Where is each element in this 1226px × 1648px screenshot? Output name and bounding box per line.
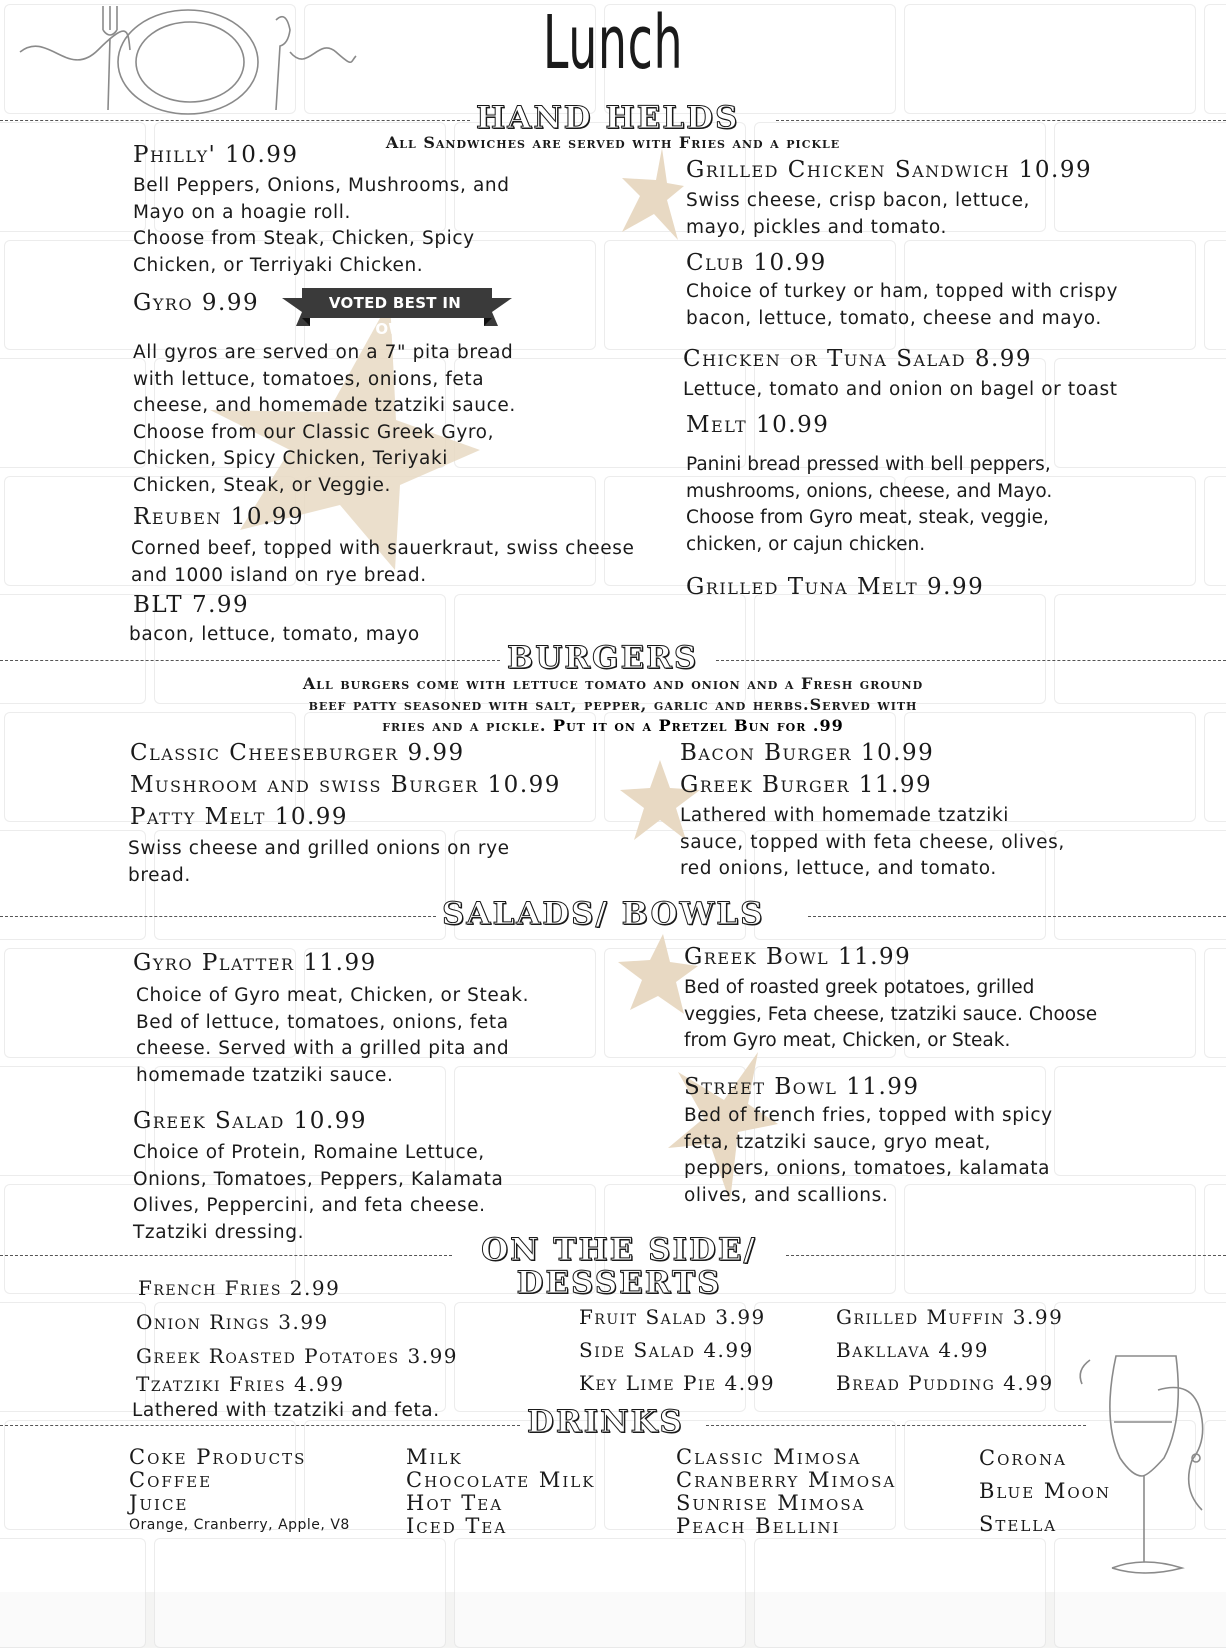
wine-glass-icon	[1072, 1350, 1222, 1582]
brick	[754, 1538, 1046, 1648]
section-heading-burgers: BURGERS	[507, 640, 699, 676]
sides-heading-line2: DESSERTS	[516, 1265, 722, 1301]
item-onion-rings: Onion Rings 3.99	[136, 1310, 329, 1334]
desc-chicken-tuna-salad: Lettuce, tomato and onion on bagel or toast	[683, 379, 1118, 400]
desc-greek-salad: Choice of Protein, Romaine Lettuce, Onions, Tomatoes, Peppers, Kalamata Olives, Peppercini, and feta cheese. Tzatziki dressing.	[133, 1142, 504, 1243]
desc-grilled-chicken: Swiss cheese, crisp bacon, lettuce, mayo, pickles and tomato.	[686, 190, 1031, 238]
brick	[0, 358, 146, 468]
item-french-fries: French Fries 2.99	[138, 1276, 341, 1300]
brick	[1204, 476, 1226, 586]
sides-heading-line1: ON THE SIDE/	[481, 1232, 757, 1268]
brick	[1054, 594, 1226, 704]
section-rule-left	[0, 1255, 452, 1256]
section-rule-left	[0, 660, 500, 661]
drink-corona: Corona	[979, 1446, 1067, 1470]
item-blt: BLT 7.99	[133, 592, 250, 618]
item-chicken-tuna-salad: Chicken or Tuna Salad 8.99	[683, 346, 1033, 372]
item-baklava: Bakllava 4.99	[836, 1338, 989, 1362]
item-grilled-tuna-melt: Grilled Tuna Melt 9.99	[686, 574, 985, 600]
item-greek-roasted-potatoes: Greek Roasted Potatoes 3.99	[136, 1344, 459, 1368]
item-bread-pudding: Bread Pudding 4.99	[836, 1371, 1054, 1395]
brick	[0, 594, 146, 704]
item-greek-salad: Greek Salad 10.99	[133, 1108, 368, 1134]
section-heading-salads-bowls: SALADS/ BOWLS	[442, 896, 765, 932]
item-side-salad: Side Salad 4.99	[579, 1338, 754, 1362]
desc-street-bowl: Bed of french fries, topped with spicy feta, tzatziki sauce, gryo meat, peppers, onions, tomatoes, kalamata olives, and scallions.	[684, 1105, 1053, 1206]
section-heading-drinks: DRINKS	[527, 1404, 684, 1440]
brick	[1054, 1066, 1226, 1176]
hand-helds-note: All Sandwiches are served with Fries and a pickle	[385, 133, 841, 152]
desc-patty-melt: Swiss cheese and grilled onions on rye bread.	[128, 838, 510, 886]
section-rule-right	[808, 916, 1226, 917]
section-rule-right	[786, 1255, 1226, 1256]
drink-blue-moon: Blue Moon	[979, 1479, 1112, 1503]
brick	[1204, 948, 1226, 1058]
item-bacon-burger: Bacon Burger 10.99	[680, 740, 935, 766]
item-patty-melt: Patty Melt 10.99	[130, 804, 349, 830]
brick	[0, 1066, 146, 1176]
section-rule-left	[0, 1425, 520, 1426]
drinks-column-3: Classic Mimosa Cranberry Mimosa Sunrise Mimosa Peach Bellini	[676, 1445, 897, 1538]
brick	[1054, 358, 1226, 468]
brick	[1204, 4, 1226, 114]
item-street-bowl: Street Bowl 11.99	[684, 1074, 920, 1100]
desc-greek-bowl: Bed of roasted greek potatoes, grilled veggies, Feta cheese, tzatziki sauce. Choose from Gyro meat, Chicken, or Steak.	[684, 977, 1098, 1051]
desc-philly: Bell Peppers, Onions, Mushrooms, and Mayo on a hoagie roll. Choose from Steak, Chicken, Spicy Chicken, or Terriyaki Chicken.	[133, 175, 510, 276]
item-fruit-salad: Fruit Salad 3.99	[579, 1305, 766, 1329]
burgers-note-line1: All burgers come with lettuce tomato and onion and a Fresh ground	[302, 674, 924, 693]
drinks-column-2: Milk Chocolate Milk Hot Tea Iced Tea	[406, 1445, 596, 1538]
brick	[0, 122, 146, 232]
section-rule-right	[776, 120, 1226, 121]
item-tzatziki-fries: Tzatziki Fries 4.99	[136, 1372, 345, 1396]
brick	[1204, 240, 1226, 350]
badge-voted-best: VOTED BEST IN TOWN!	[328, 294, 462, 338]
drink-stella: Stella	[979, 1512, 1058, 1536]
item-philly: Philly' 10.99	[133, 142, 299, 168]
star-decoration	[622, 148, 684, 240]
desc-tzatziki-fries: Lathered with tzatziki and feta.	[132, 1400, 440, 1421]
desc-melt: Panini bread pressed with bell peppers, mushrooms, onions, cheese, and Mayo. Choose from Gyro meat, steak, veggie, chicken, or cajun chicken.	[686, 454, 1053, 555]
item-classic-cheeseburger: Classic Cheeseburger 9.99	[130, 740, 465, 766]
item-grilled-chicken: Grilled Chicken Sandwich 10.99	[686, 157, 1093, 183]
section-rule-right	[706, 1425, 1086, 1426]
brick	[1204, 1184, 1226, 1294]
item-grilled-muffin: Grilled Muffin 3.99	[836, 1305, 1064, 1329]
brick	[1204, 712, 1226, 822]
brick	[454, 1538, 746, 1648]
item-key-lime-pie: Key Lime Pie 4.99	[579, 1371, 776, 1395]
desc-gyro: All gyros are served on a 7" pita bread with lettuce, tomatoes, onions, feta cheese, and homemade tzatziki sauce. Choose from our Classic Greek Gyro, Chicken, Spicy Chicken, Teriyaki Chicken, Steak, or Veggie.	[133, 342, 516, 496]
item-club: Club 10.99	[686, 250, 827, 276]
desc-greek-burger: Lathered with homemade tzatziki sauce, topped with feta cheese, olives, red onions, lettuce, and tomato.	[680, 805, 1065, 879]
burgers-note-line3: fries and a pickle.	[382, 716, 547, 735]
item-greek-bowl: Greek Bowl 11.99	[684, 944, 912, 970]
brick	[0, 830, 146, 940]
item-reuben: Reuben 10.99	[133, 504, 305, 530]
burgers-note-line2: beef patty seasoned with salt, pepper, garlic and herbs.Served with	[308, 695, 918, 714]
section-heading-sides	[464, 1234, 774, 1300]
menu-title: Lunch	[542, 0, 684, 86]
item-greek-burger: Greek Burger 11.99	[680, 772, 933, 798]
desc-blt: bacon, lettuce, tomato, mayo	[129, 624, 420, 645]
item-melt: Melt 10.99	[686, 412, 830, 438]
brick	[0, 1538, 146, 1648]
drinks-juice-note: Orange, Cranberry, Apple, V8	[129, 1517, 350, 1533]
section-rule-left	[0, 120, 470, 121]
brick	[154, 1538, 446, 1648]
brick	[0, 1302, 146, 1412]
section-rule-right	[716, 660, 1226, 661]
desc-club: Choice of turkey or ham, topped with crispy bacon, lettuce, tomato, cheese and mayo.	[686, 281, 1118, 329]
section-rule-left	[0, 916, 436, 917]
item-mushroom-swiss-burger: Mushroom and swiss Burger 10.99	[130, 772, 561, 798]
burgers-note	[200, 673, 1026, 736]
section-heading-hand-helds: HAND HELDS	[476, 100, 740, 136]
item-gyro: Gyro 9.99	[133, 290, 260, 316]
desc-gyro-platter: Choice of Gyro meat, Chicken, or Steak. Bed of lettuce, tomatoes, onions, feta cheese. Served with a grilled pita and homemade tzatziki sauce.	[136, 985, 530, 1086]
brick	[1054, 830, 1226, 940]
burgers-pretzel-note: Put it on a Pretzel Bun for .99	[553, 716, 844, 735]
item-gyro-platter: Gyro Platter 11.99	[133, 950, 377, 976]
desc-reuben: Corned beef, topped with sauerkraut, swiss cheese and 1000 island on rye bread.	[131, 538, 635, 586]
drinks-column-1: Coke Products Coffee Juice	[129, 1445, 307, 1515]
